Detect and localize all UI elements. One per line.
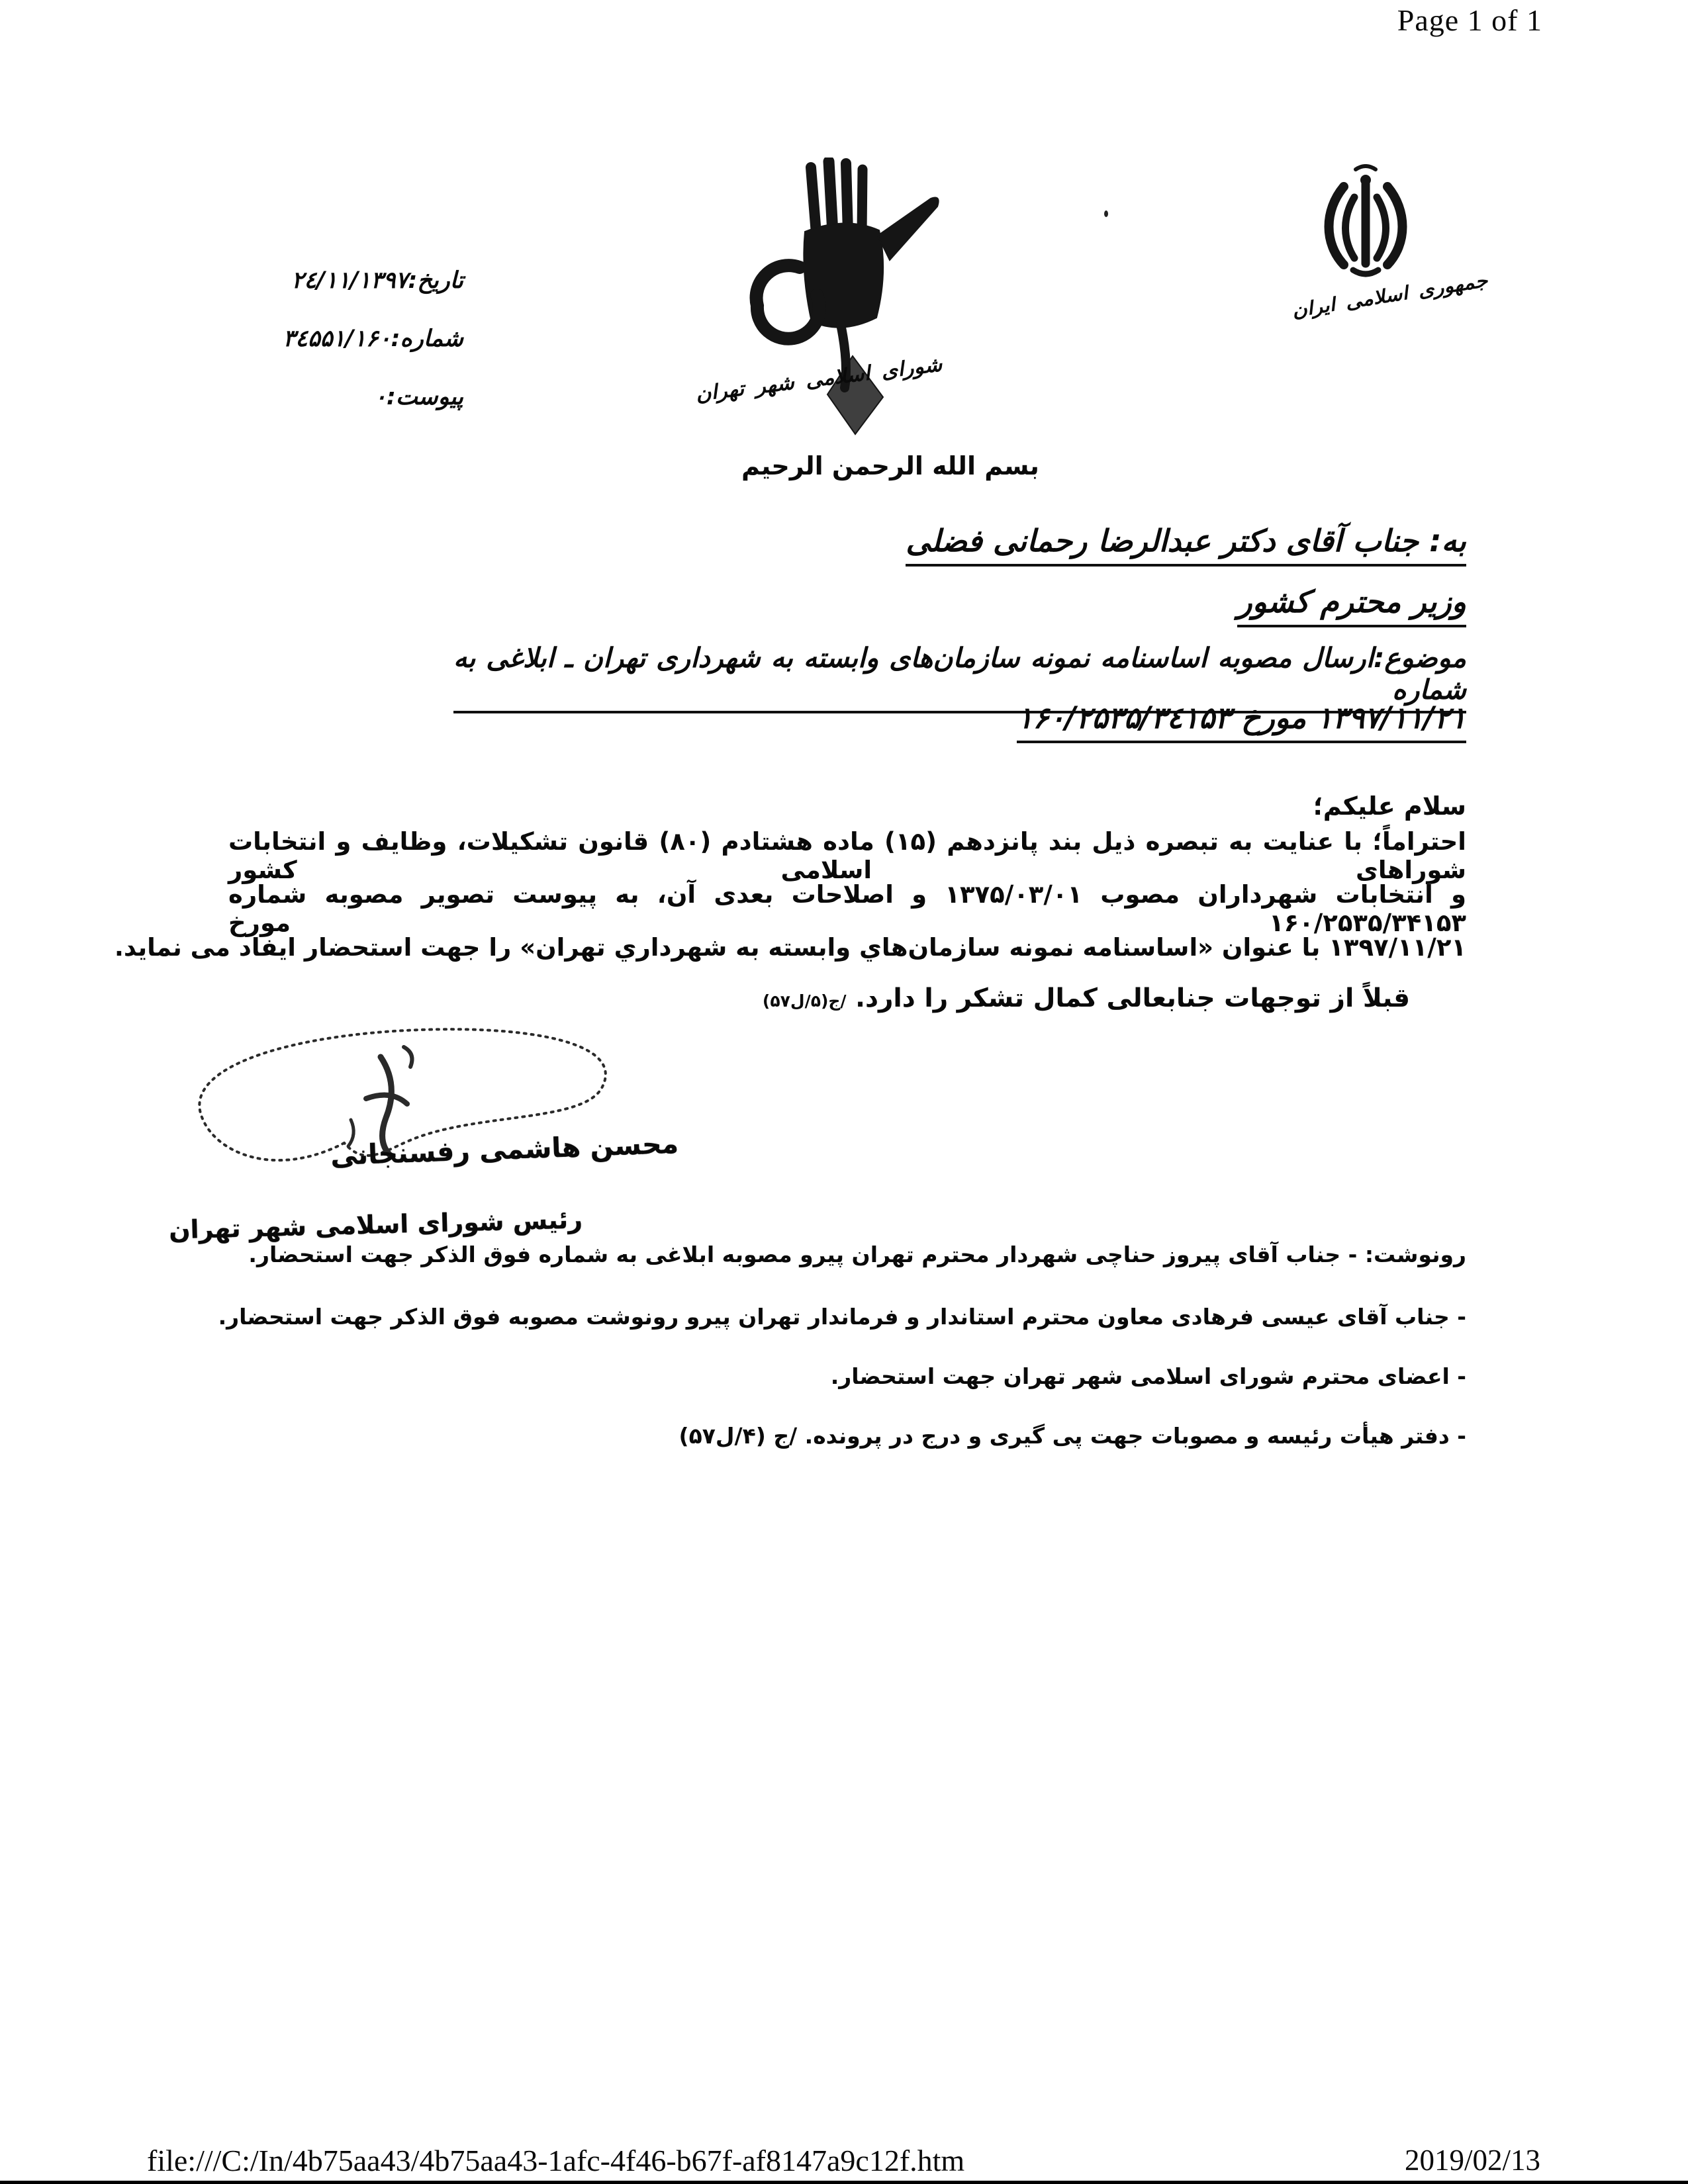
cc-line-4: - دفتر هیأت رئیسه و مصوبات جهت پی گیری و درج در پرونده. /ج (۴/ل۵۷) [679,1423,1466,1449]
recipient-line: به: جناب آقای دکتر عبدالرضا رحمانی فضلی [906,523,1466,567]
iran-allah-emblem-icon [1316,164,1415,287]
signer-name: محسن هاشمی رفسنجانی [330,1127,679,1172]
print-footer-date: 2019/02/13 [1404,2144,1540,2177]
page-bottom-edge [0,2181,1688,2184]
scan-speck [1104,210,1108,217]
recipient-title: وزیر محترم کشور [1237,584,1466,627]
closing-ref: /ج(۵/ل۵۷) [762,991,847,1011]
council-emblem-caption: شورای اسلامی شهر تهران [694,353,944,406]
body-line-2: و انتخابات شهرداران مصوب ۱۳۷۵/۰۳/۰۱ و اصلاحات بعدی آن، به پیوست تصویر مصوبه شماره ۱۶۰/۲۵۳۵/۳۴۱۵۳ مورخ [228,880,1466,937]
handwritten-signature-icon [175,1021,685,1206]
print-page-number: Page 1 of 1 [1397,3,1542,37]
letterhead-meta [283,251,463,426]
cc-line-2: - جناب آقای عیسی فرهادی معاون محترم استاندار و فرماندار تهران پیرو رونوشت مصوبه فوق الذکر جهت استحضار. [218,1304,1466,1330]
letter-attachment: پیوست:۰ [374,384,463,410]
cc-line-3: - اعضای محترم شورای اسلامی شهر تهران جهت استحضار. [830,1363,1466,1389]
print-footer-file-url: file:///C:/In/4b75aa43/4b75aa43-1afc-4f46-b67f-af8147a9c12f.htm [147,2144,965,2177]
subject-line-2: ۱۳۹۷/۱۱/۲۱ مورخ ۱۶۰/۲۵۳۵/۳٤۱۵۳ [1017,700,1466,743]
basmala: بسم الله الرحمن الرحیم [741,451,1039,480]
body-line-1: احتراماً؛ با عنایت به تبصره ذیل بند پانزدهم (۱۵) ماده هشتادم (۸۰) قانون تشکیلات، وظایف و انتخابات شوراهای اسلامی کشور [228,827,1466,884]
closing-line [763,983,1410,1013]
cc-line-1: رونوشت: - جناب آقای پیروز حناچی شهردار محترم تهران پیرو مصوبه ابلاغی به شماره فوق الذکر جهت استحضار. [248,1242,1466,1267]
letter-number: شماره:۳٤۵۵۱/۱۶۰ [283,326,463,352]
signer-title: رئیس شورای اسلامی شهر تهران [168,1205,583,1245]
closing-text: قبلاً از توجهات جنابعالی کمال تشکر را دارد. [855,983,1410,1013]
letter-date: تاریخ:۲٤/۱۱/۱۳۹۷ [291,267,463,294]
salutation: سلام علیکم؛ [1313,792,1466,821]
body-line-3: ۱۳۹۷/۱۱/۲۱ با عنوان «اساسنامه نمونه سازمان‌هاي وابسته به شهرداري تهران» را جهت استحضار ایفاد می نماید. [114,933,1466,962]
subject-line-1: موضوع:ارسال مصوبه اساسنامه نمونه سازمان‌های وابسته به شهرداری تهران ـ ابلاغی به شماره [453,642,1466,713]
iran-emblem-caption: جمهوری اسلامی ایران [1290,269,1489,322]
